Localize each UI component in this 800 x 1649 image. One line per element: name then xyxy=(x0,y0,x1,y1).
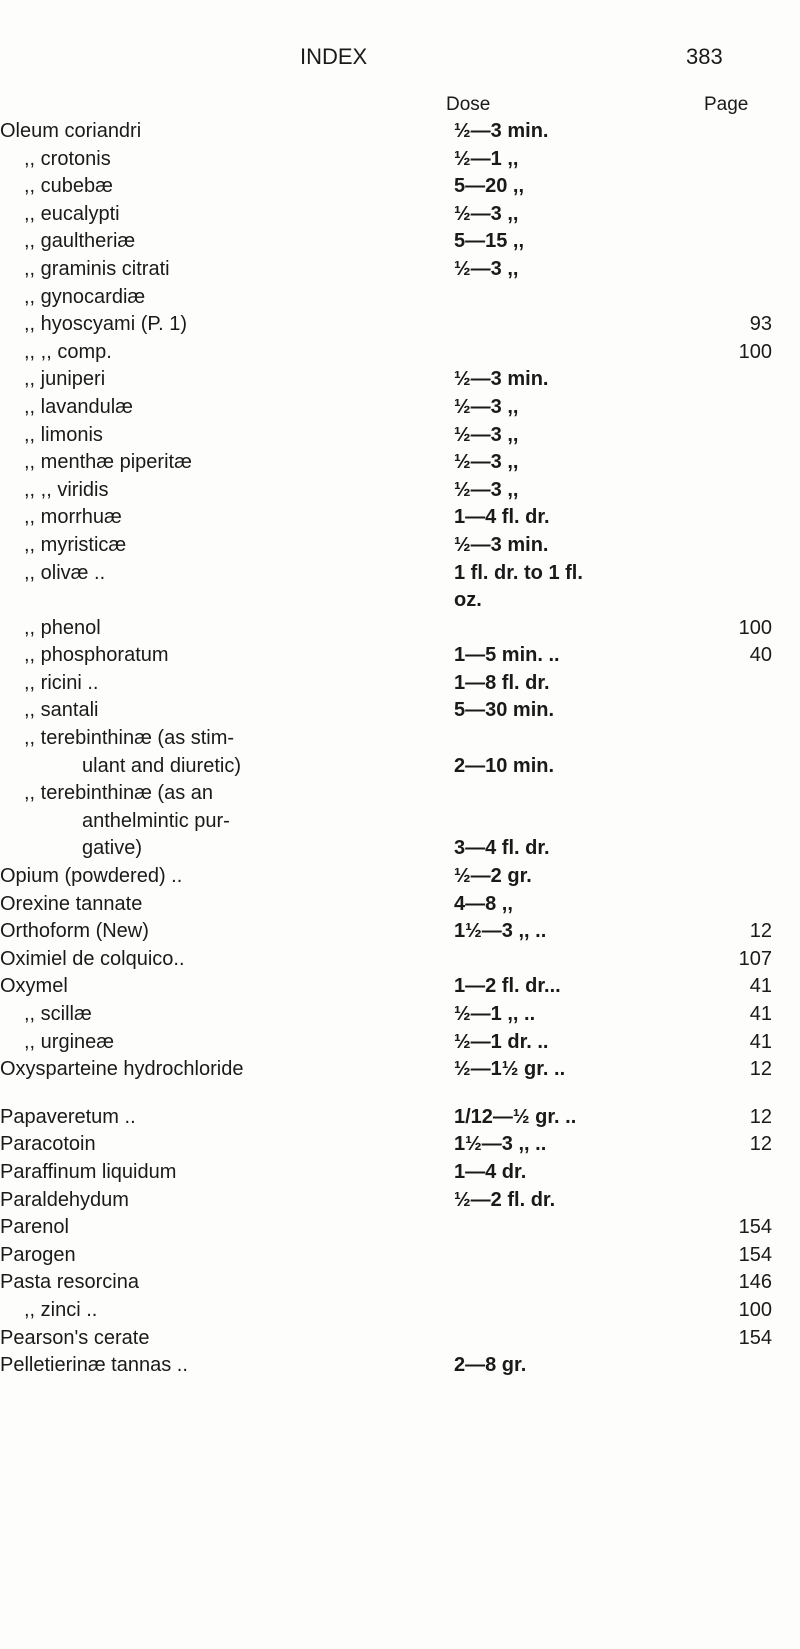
index-row xyxy=(0,1029,800,1057)
index-row xyxy=(0,504,800,532)
entry-dose: 2—8 gr. xyxy=(454,1354,527,1377)
index-row xyxy=(0,891,800,919)
entry-dose: 1/12—½ gr. .. xyxy=(454,1105,577,1128)
index-row xyxy=(0,284,800,312)
entry-dose: ½—3 min. xyxy=(454,533,549,556)
entry-dose: 5—15 ,, xyxy=(454,230,525,253)
entry-name: Orthoform (New) xyxy=(0,920,149,943)
entry-page: 12 xyxy=(749,920,772,943)
entry-name: ,, scillæ xyxy=(24,1003,92,1025)
entry-dose: 1½—3 ,, .. xyxy=(454,1133,547,1156)
entry-page: 154 xyxy=(738,1216,772,1239)
index-row xyxy=(0,118,800,146)
entry-name: ,, graminis citrati xyxy=(24,257,170,280)
entry-dose: 5—30 min. xyxy=(454,699,555,722)
entry-name: ,, limonis xyxy=(24,423,103,446)
entry-page: 100 xyxy=(738,340,772,363)
index-row xyxy=(0,780,800,808)
entry-name: ,, phosphoratum xyxy=(24,644,169,667)
index-row xyxy=(0,835,800,863)
index-row xyxy=(0,725,800,753)
index-row xyxy=(0,146,800,174)
entry-dose: ½—2 gr. xyxy=(454,865,532,888)
page-column-heading: Page xyxy=(704,94,749,115)
entry-page: 41 xyxy=(749,1003,772,1025)
entry-name: ,, phenol xyxy=(24,616,101,639)
index-row xyxy=(0,477,800,505)
entry-page: 40 xyxy=(749,644,772,667)
index-row xyxy=(0,1159,800,1187)
entry-dose: ½—2 fl. dr. xyxy=(454,1188,556,1211)
entry-page: 41 xyxy=(749,1030,772,1053)
entry-dose: 1—2 fl. dr... xyxy=(454,975,561,998)
index-row xyxy=(0,1056,800,1084)
entry-dose: 3—4 fl. dr. xyxy=(454,837,550,860)
entry-name: ,, zinci .. xyxy=(24,1298,98,1321)
entry-name: Pelletierinæ tannas .. xyxy=(0,1354,188,1377)
entry-name: ,, myristicæ xyxy=(24,533,127,556)
index-row xyxy=(0,339,800,367)
entry-name: Pasta resorcina xyxy=(0,1271,139,1294)
entry-name: ,, gaultheriæ xyxy=(24,230,136,253)
entry-name: ,, terebinthinæ (as an xyxy=(24,782,213,805)
index-row xyxy=(0,973,800,1001)
entry-dose: 1—8 fl. dr. xyxy=(454,671,550,694)
entry-name: Papaveretum .. xyxy=(0,1105,136,1128)
entry-name: Paraffinum liquidum xyxy=(0,1160,177,1183)
entry-dose: ½—3 ,, xyxy=(454,395,519,418)
index-row xyxy=(0,449,800,477)
page-header xyxy=(0,44,800,78)
entry-dose: ½—1 ,, xyxy=(454,147,519,170)
page-number: 383 xyxy=(686,44,723,69)
entry-page: 154 xyxy=(738,1243,772,1266)
entry-name: ,, santali xyxy=(24,699,99,722)
index-row xyxy=(0,228,800,256)
entry-name: ,, ,, viridis xyxy=(24,478,109,501)
index-row xyxy=(0,753,800,781)
entry-name: Orexine tannate xyxy=(0,892,143,915)
index-title: INDEX xyxy=(300,44,368,69)
entry-name: ,, crotonis xyxy=(24,147,111,170)
index-row xyxy=(0,422,800,450)
entry-dose: 1—4 dr. xyxy=(454,1160,527,1183)
entry-dose: ½—3 ,, xyxy=(454,257,519,280)
index-row xyxy=(0,670,800,698)
entry-name: ,, morrhuæ xyxy=(24,506,122,529)
entry-name: ,, eucalypti xyxy=(24,202,120,225)
index-row xyxy=(0,173,800,201)
entry-name: ,, urgineæ xyxy=(24,1030,115,1053)
index-row xyxy=(0,1242,800,1270)
index-row xyxy=(0,560,800,588)
index-row xyxy=(0,1001,800,1029)
entry-name: ,, lavandulæ xyxy=(24,395,133,418)
entry-name: ulant and diuretic) xyxy=(82,754,241,777)
index-row xyxy=(0,1187,800,1215)
entry-page: 93 xyxy=(749,313,772,336)
index-row xyxy=(0,615,800,643)
entry-dose: ½—3 min. xyxy=(454,120,549,142)
index-row xyxy=(0,256,800,284)
entry-page: 41 xyxy=(749,975,772,998)
dose-column-heading: Dose xyxy=(446,94,491,115)
index-row xyxy=(0,201,800,229)
index-row xyxy=(0,808,800,836)
entry-name: Paraldehydum xyxy=(0,1188,129,1211)
entry-page: 12 xyxy=(749,1105,772,1128)
index-row xyxy=(0,642,800,670)
entry-name: Oxymel xyxy=(0,975,68,998)
index-row xyxy=(0,1352,800,1380)
index-row xyxy=(0,532,800,560)
entry-page: 12 xyxy=(749,1133,772,1156)
index-row xyxy=(0,366,800,394)
index-entries xyxy=(0,118,800,1380)
entry-dose: 5—20 ,, xyxy=(454,175,525,198)
entry-dose: ½—3 ,, xyxy=(454,423,519,446)
entry-name: ,, gynocardiæ xyxy=(24,285,146,308)
entry-name: ,, ricini .. xyxy=(24,671,99,694)
entry-dose: 2—10 min. xyxy=(454,754,555,777)
entry-name: ,, hyoscyami (P. 1) xyxy=(24,313,188,336)
entry-name: Parenol xyxy=(0,1216,69,1239)
entry-dose: ½—3 ,, xyxy=(454,451,519,474)
entry-dose: 4—8 ,, xyxy=(454,892,513,915)
entry-name: ,, terebinthinæ (as stim- xyxy=(24,727,235,750)
entry-name: Oximiel de colquico.. xyxy=(0,947,185,970)
index-row xyxy=(0,1104,800,1132)
entry-name: Opium (powdered) .. xyxy=(0,865,183,888)
entry-name: Pearson's cerate xyxy=(0,1326,150,1349)
index-row xyxy=(0,394,800,422)
entry-name: gative) xyxy=(82,837,143,860)
entry-name: Paracotoin xyxy=(0,1133,96,1156)
entry-name: Oxysparteine hydrochloride xyxy=(0,1058,244,1081)
entry-name: ,, cubebæ xyxy=(24,175,113,198)
entry-name: anthelmintic pur- xyxy=(82,809,230,832)
entry-dose: ½—1½ gr. .. xyxy=(454,1058,566,1081)
index-row xyxy=(0,1214,800,1242)
entry-dose: ½—3 ,, xyxy=(454,478,519,501)
entry-name: Oleum coriandri xyxy=(0,120,142,142)
entry-dose: ½—1 ,, .. xyxy=(454,1003,536,1025)
index-row xyxy=(0,1131,800,1159)
entry-name: ,, ,, comp. xyxy=(24,340,112,363)
entry-dose: 1 fl. dr. to 1 fl. xyxy=(454,561,583,584)
entry-page: 146 xyxy=(738,1271,772,1294)
index-row xyxy=(0,918,800,946)
section-gap xyxy=(0,1084,800,1104)
index-row xyxy=(0,1297,800,1325)
entry-dose: 1—4 fl. dr. xyxy=(454,506,550,529)
index-row xyxy=(0,946,800,974)
entry-dose: ½—3 ,, xyxy=(454,202,519,225)
entry-page: 12 xyxy=(749,1058,772,1081)
index-row xyxy=(0,863,800,891)
index-row xyxy=(0,1269,800,1297)
index-row xyxy=(0,311,800,339)
index-row xyxy=(0,1325,800,1353)
entry-page: 107 xyxy=(738,947,772,970)
entry-name: Parogen xyxy=(0,1243,76,1266)
entry-name: ,, juniperi xyxy=(24,368,106,391)
entry-page: 154 xyxy=(738,1326,772,1349)
entry-dose: ½—1 dr. .. xyxy=(454,1030,549,1053)
entry-page: 100 xyxy=(738,1298,772,1321)
entry-dose: 1—5 min. .. xyxy=(454,644,560,667)
entry-name: ,, menthæ piperitæ xyxy=(24,451,192,474)
entry-dose: oz. xyxy=(454,589,482,612)
index-row xyxy=(0,697,800,725)
entry-name: ,, olivæ .. xyxy=(24,561,106,584)
entry-dose: ½—3 min. xyxy=(454,368,549,391)
entry-page: 100 xyxy=(738,616,772,639)
entry-dose: 1½—3 ,, .. xyxy=(454,920,547,943)
index-row xyxy=(0,587,800,615)
